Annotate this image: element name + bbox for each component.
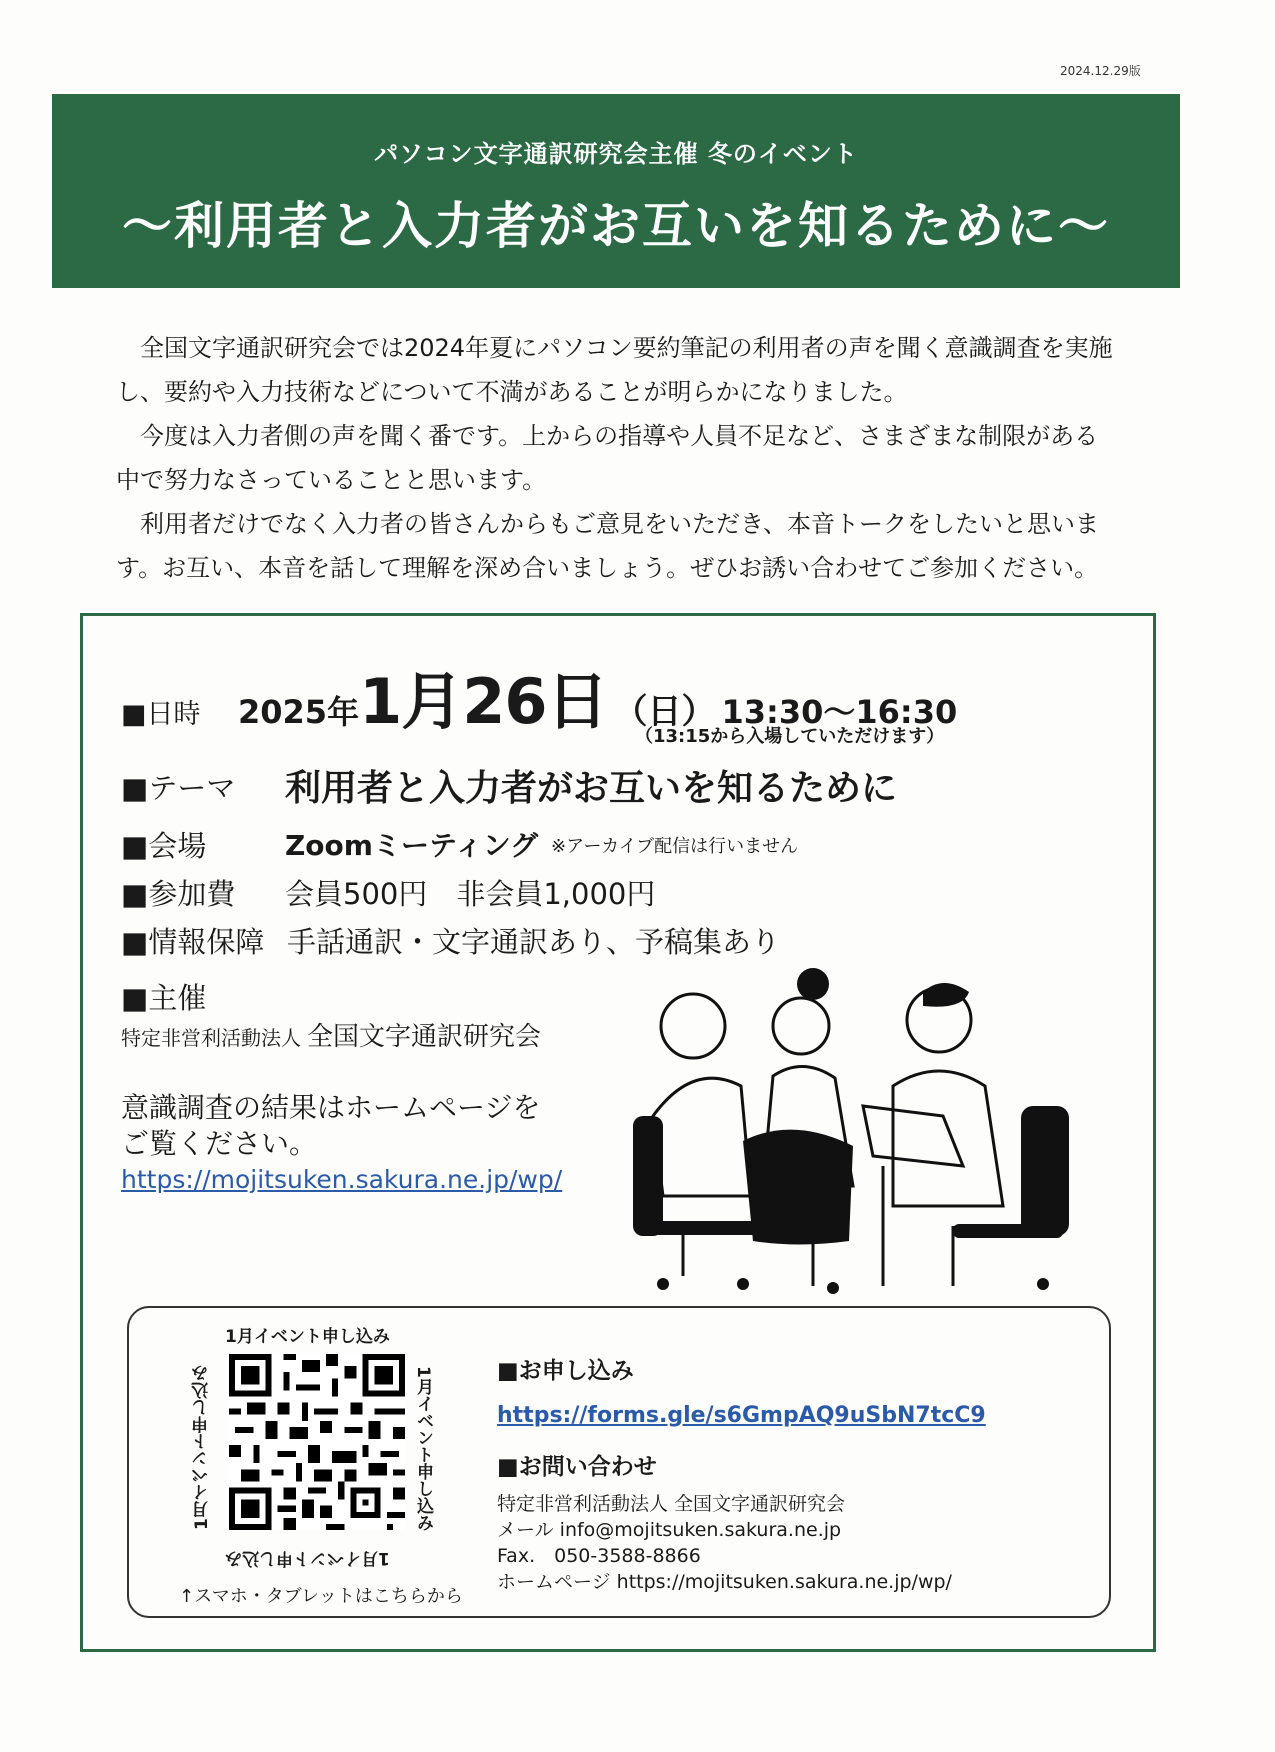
contact-org: 特定非営利活動法人 全国文字通訳研究会 xyxy=(497,1493,846,1515)
venue-row xyxy=(121,824,799,865)
person-left-body xyxy=(653,1078,751,1196)
intro-paragraph-1: 全国文字通訳研究会では2024年夏にパソコン要約筆記の利用者の声を聞く意識調査を実施し、要約や入力技術などについて不満があることが明らかになりました。 xyxy=(116,334,1113,406)
event-details-box xyxy=(80,613,1156,1652)
chair-right-back xyxy=(1021,1106,1069,1236)
title-banner xyxy=(52,94,1180,288)
info-label: ■情報保障 xyxy=(121,925,265,959)
qr-frame-text-left: 1月イベント申し込み xyxy=(192,1365,212,1531)
qr-frame-text-right: 1月イベント申し込み xyxy=(413,1365,433,1531)
application-box xyxy=(127,1306,1111,1618)
survey-line-2: ご覧ください。 xyxy=(121,1127,318,1160)
date-year: 2025年 xyxy=(238,693,360,731)
info-value: 手話通訳・文字通訳あり、予稿集あり xyxy=(287,925,781,959)
qr-frame-text-bottom: 1月イベント申し込み xyxy=(225,1548,390,1568)
organizer-name xyxy=(121,1016,541,1053)
date-label: ■日時 xyxy=(121,699,201,730)
person-left-head xyxy=(661,994,725,1058)
qr-code[interactable] xyxy=(229,1354,405,1530)
contact-homepage[interactable]: ホームページ https://mojitsuken.sakura.ne.jp/wp/ xyxy=(497,1571,952,1593)
apply-section xyxy=(497,1352,986,1595)
table-shape xyxy=(863,1106,963,1166)
survey-section xyxy=(121,1090,562,1198)
survey-link[interactable]: https://mojitsuken.sakura.ne.jp/wp/ xyxy=(121,1165,563,1194)
venue-value: Zoomミーティング xyxy=(285,829,539,862)
contact-fax: Fax. 050-3588-8866 xyxy=(497,1545,701,1567)
fee-label: ■参加費 xyxy=(121,877,236,911)
theme-value: 利用者と入力者がお互いを知るために xyxy=(285,768,898,809)
date-weekday: （日） xyxy=(613,692,716,732)
entry-note: （13:15から入場していただけます） xyxy=(635,726,945,747)
contact-details xyxy=(497,1491,986,1595)
venue-label: ■会場 xyxy=(121,829,207,863)
person-right-hair xyxy=(923,983,969,1007)
person-right-body xyxy=(893,1071,1003,1206)
fee-row xyxy=(121,872,656,913)
theme-row xyxy=(121,766,898,809)
person-middle-head xyxy=(773,998,829,1054)
intro-paragraph-2: 今度は入力者側の声を聞く番です。上からの指導や人員不足など、さまざまな制限がある中で努力なさっていることと思います。 xyxy=(116,422,1099,494)
organizer-type: 特定非営利活動法人 xyxy=(121,1026,301,1050)
fee-value: 会員500円 非会員1,000円 xyxy=(285,877,656,911)
organizer-label: ■主催 xyxy=(121,981,207,1015)
organizer-row xyxy=(121,976,206,1017)
banner-title: ～利用者と入力者がお互いを知るために～ xyxy=(122,197,1110,255)
intro-paragraph-3: 利用者だけでなく入力者の皆さんからもご意見をいただき、本音トークをしたいと思います。お互い、本音を話して理解を深め合いましょう。ぜひお誘い合わせてご参加ください。 xyxy=(116,510,1100,582)
apply-link[interactable]: https://forms.gle/s6GmpAQ9uSbN7tcC9 xyxy=(497,1403,986,1428)
meeting-illustration xyxy=(623,966,1083,1306)
venue-note: ※アーカイブ配信は行いません xyxy=(551,836,799,857)
contact-label: ■お問い合わせ xyxy=(497,1454,657,1480)
banner-subtitle: パソコン文字通訳研究会主催 冬のイベント xyxy=(374,140,858,168)
date-monthday: 1月26日 xyxy=(359,665,608,738)
date-time: 13:30～16:30 xyxy=(721,693,958,731)
theme-label: ■テーマ xyxy=(121,771,236,805)
apply-label: ■お申し込み xyxy=(497,1358,634,1384)
intro-text xyxy=(116,326,1122,590)
hair-bun xyxy=(797,968,829,1000)
contact-email[interactable]: メール info@mojitsuken.sakura.ne.jp xyxy=(497,1519,842,1541)
organizer-org: 全国文字通訳研究会 xyxy=(307,1022,542,1052)
chair-left-back xyxy=(633,1116,663,1236)
version-label: 2024.12.29版 xyxy=(1060,64,1141,78)
survey-line-1: 意識調査の結果はホームページを xyxy=(121,1091,541,1124)
info-row xyxy=(121,920,781,961)
qr-caption: ↑スマホ・タブレットはこちらから xyxy=(179,1586,463,1607)
qr-frame-text-top: 1月イベント申し込み xyxy=(225,1327,390,1347)
